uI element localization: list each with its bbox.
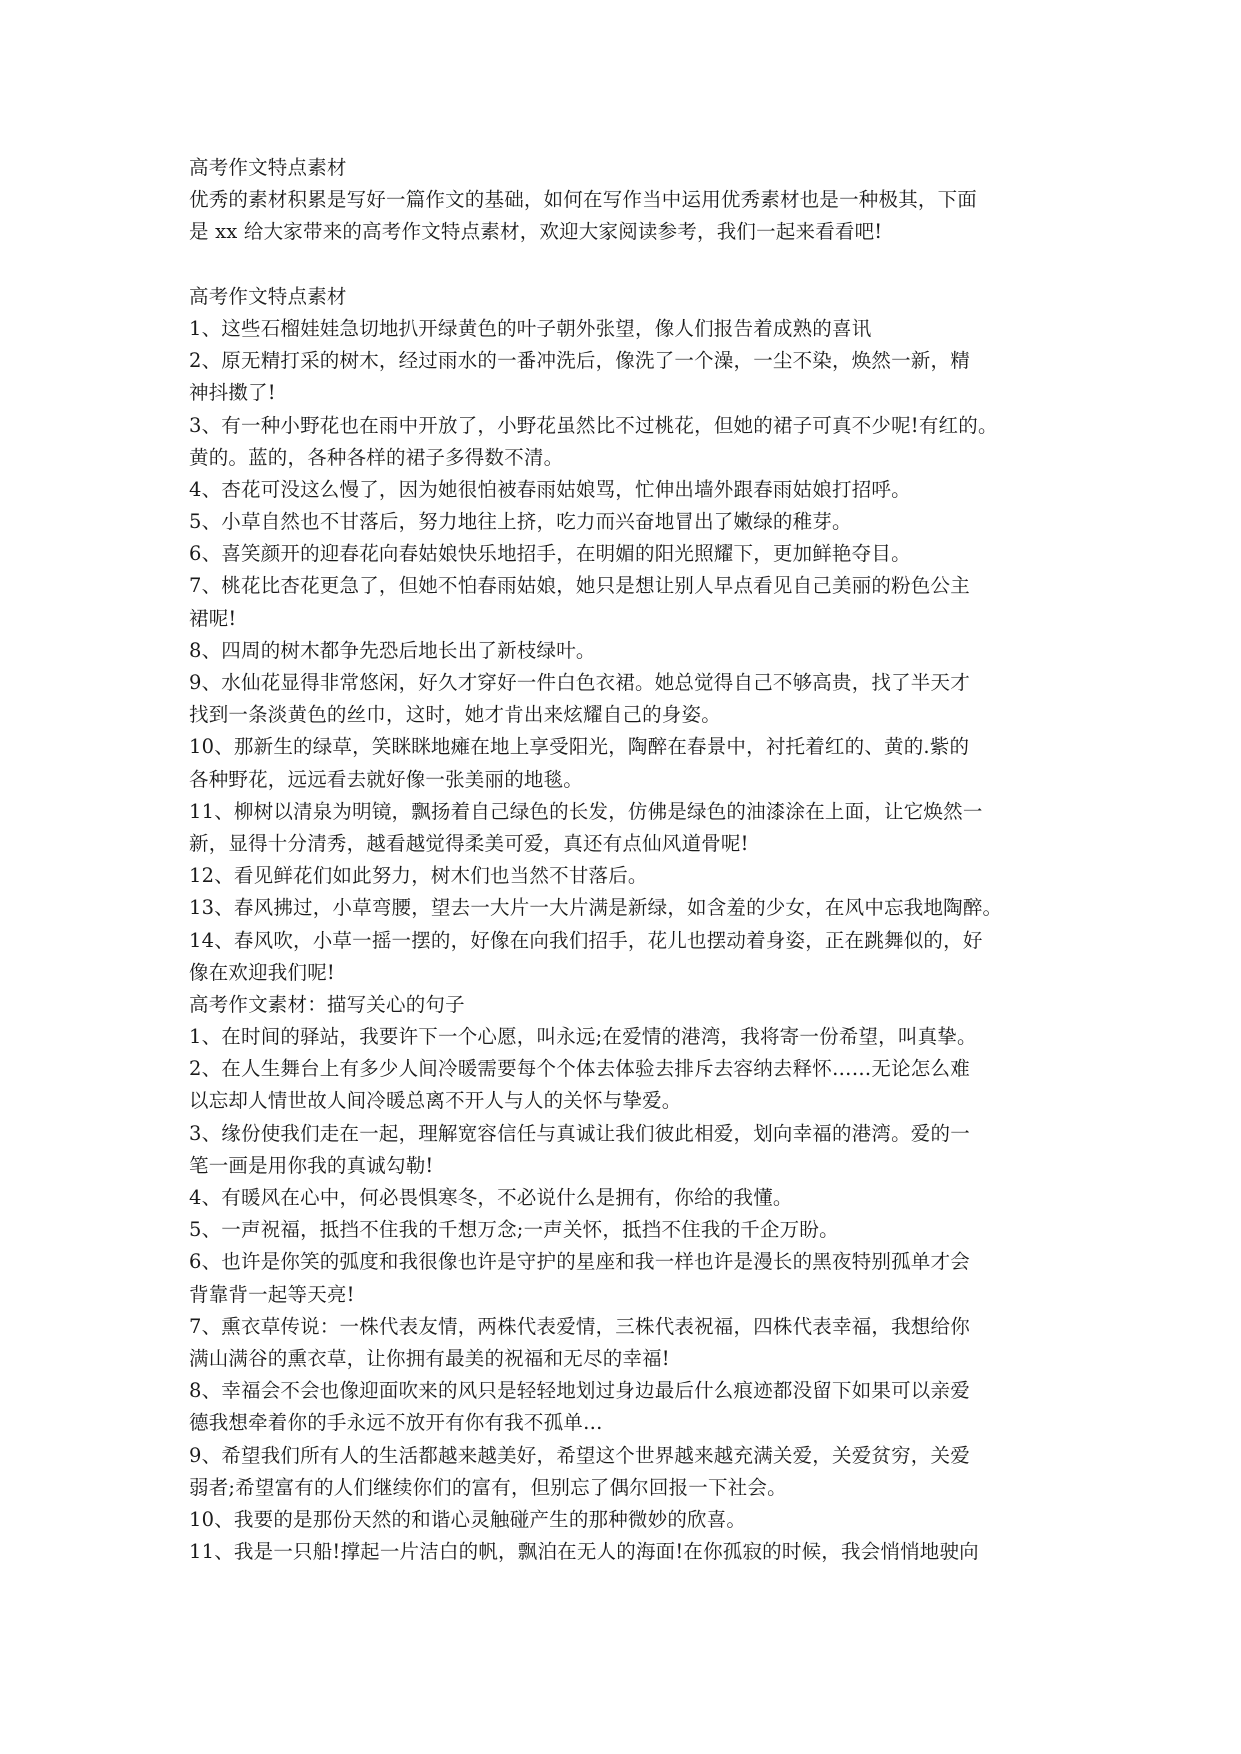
text-line: 找到一条淡黄色的丝巾，这时，她才肯出来炫耀自己的身姿。 — [189, 703, 721, 727]
text-line: 5、一声祝福，抵挡不住我的千想万念;一声关怀，抵挡不住我的千企万盼。 — [189, 1218, 839, 1242]
text-line: 笔一画是用你我的真诚勾勒! — [189, 1153, 434, 1177]
text-line: 优秀的素材积累是写好一篇作文的基础，如何在写作当中运用优秀素材也是一种极其，下面 — [189, 188, 978, 212]
text-line: 高考作文特点素材 — [189, 156, 347, 179]
text-line: 10、我要的是那份天然的和谐心灵触碰产生的那种微妙的欣喜。 — [189, 1507, 747, 1531]
document-body — [189, 152, 1059, 1568]
text-line: 以忘却人情世故人间冷暖总离不开人与人的关怀与挚爱。 — [189, 1089, 682, 1113]
text-line: 14、春风吹，小草一摇一摆的，好像在向我们招手，花儿也摆动着身姿，正在跳舞似的，好 — [189, 928, 983, 952]
text-line: 8、幸福会不会也像迎面吹来的风只是轻轻地划过身边最后什么痕迹都没留下如果可以亲爱 — [189, 1379, 970, 1403]
text-line: 1、这些石榴娃娃急切地扒开绿黄色的叶子朝外张望，像人们报告着成熟的喜讯 — [189, 316, 872, 340]
text-line: 6、也许是你笑的弧度和我很像也许是守护的星座和我一样也许是漫长的黑夜特别孤单才会 — [189, 1250, 970, 1274]
text-line: 满山满谷的熏衣草，让你拥有最美的祝福和无尽的幸福! — [189, 1346, 670, 1370]
text-line: 高考作文素材：描写关心的句子 — [189, 992, 465, 1016]
text-line: 12、看见鲜花们如此努力，树木们也当然不甘落后。 — [189, 864, 648, 888]
text-line: 神抖擞了! — [189, 381, 276, 405]
text-line: 像在欢迎我们呢! — [189, 960, 335, 984]
text-line: 黄的。蓝的，各种各样的裙子多得数不清。 — [189, 445, 564, 469]
text-line: 13、春风拂过，小草弯腰，望去一大片一大片满是新绿，如含羞的少女，在风中忘我地陶醉。 — [189, 896, 1003, 920]
text-line: 5、小草自然也不甘落后，努力地往上挤，吃力而兴奋地冒出了嫩绿的稚芽。 — [189, 510, 852, 534]
text-line: 2、在人生舞台上有多少人间冷暖需要每个个体去体验去排斥去容纳去释怀……无论怎么难 — [189, 1057, 970, 1081]
text-line: 新，显得十分清秀，越看越觉得柔美可爱，真还有点仙风道骨呢! — [189, 831, 749, 855]
text-line: 11、柳树以清泉为明镜，飘扬着自己绿色的长发，仿佛是绿色的油漆涂在上面，让它焕然一 — [189, 799, 983, 823]
text-line: 4、有暖风在心中，何必畏惧寒冬，不必说什么是拥有，你给的我懂。 — [189, 1186, 793, 1209]
text-line: 高考作文特点素材 — [189, 284, 347, 308]
blank-line — [189, 249, 1059, 281]
text-line: 1、在时间的驿站，我要许下一个心愿，叫永远;在爱情的港湾，我将寄一份希望，叫真挚。 — [189, 1025, 977, 1049]
text-line: 3、缘份使我们走在一起，理解宽容信任与真诚让我们彼此相爱，划向幸福的港湾。爱的一 — [189, 1121, 970, 1145]
text-line: 德我想牵着你的手永远不放开有你有我不孤单… — [189, 1411, 603, 1435]
text-line: 10、那新生的绿草，笑眯眯地瘫在地上享受阳光，陶醉在春景中，衬托着红的、黄的.紫的 — [189, 735, 970, 759]
text-line: 7、熏衣草传说：一株代表友情，两株代表爱情，三株代表祝福，四株代表幸福，我想给你 — [189, 1314, 970, 1338]
text-line: 是 xx 给大家带来的高考作文特点素材，欢迎大家阅读参考，我们一起来看看吧! — [189, 220, 883, 244]
text-line: 2、原无精打采的树木，经过雨水的一番冲洗后，像洗了一个澡，一尘不染，焕然一新，精 — [189, 349, 970, 373]
text-line: 6、喜笑颜开的迎春花向春姑娘快乐地招手，在明媚的阳光照耀下，更加鲜艳夺目。 — [189, 542, 911, 566]
text-line: 9、水仙花显得非常悠闲，好久才穿好一件白色衣裙。她总觉得自己不够高贵，找了半天才 — [189, 671, 970, 694]
text-line: 各种野花，远远看去就好像一张美丽的地毯。 — [189, 767, 584, 791]
text-line: 7、桃花比杏花更急了，但她不怕春雨姑娘，她只是想让别人早点看见自己美丽的粉色公主 — [189, 574, 970, 598]
text-line: 背靠背一起等天亮! — [189, 1282, 355, 1306]
text-line: 11、我是一只船!撑起一片洁白的帆，飘泊在无人的海面!在你孤寂的时候，我会悄悄地驶向 — [189, 1540, 979, 1564]
text-line: 弱者;希望富有的人们继续你们的富有，但别忘了偶尔回报一下社会。 — [189, 1475, 787, 1499]
text-line: 9、希望我们所有人的生活都越来越美好，希望这个世界越来越充满关爱，关爱贫穷，关爱 — [189, 1443, 970, 1467]
text-line: 8、四周的树木都争先恐后地长出了新枝绿叶。 — [189, 638, 596, 662]
text-line: 3、有一种小野花也在雨中开放了，小野花虽然比不过桃花，但她的裙子可真不少呢!有红的。 — [189, 413, 998, 437]
text-line: 4、杏花可没这么慢了，因为她很怕被春雨姑娘骂，忙伸出墙外跟春雨姑娘打招呼。 — [189, 477, 911, 501]
text-line: 裙呢! — [189, 606, 237, 630]
